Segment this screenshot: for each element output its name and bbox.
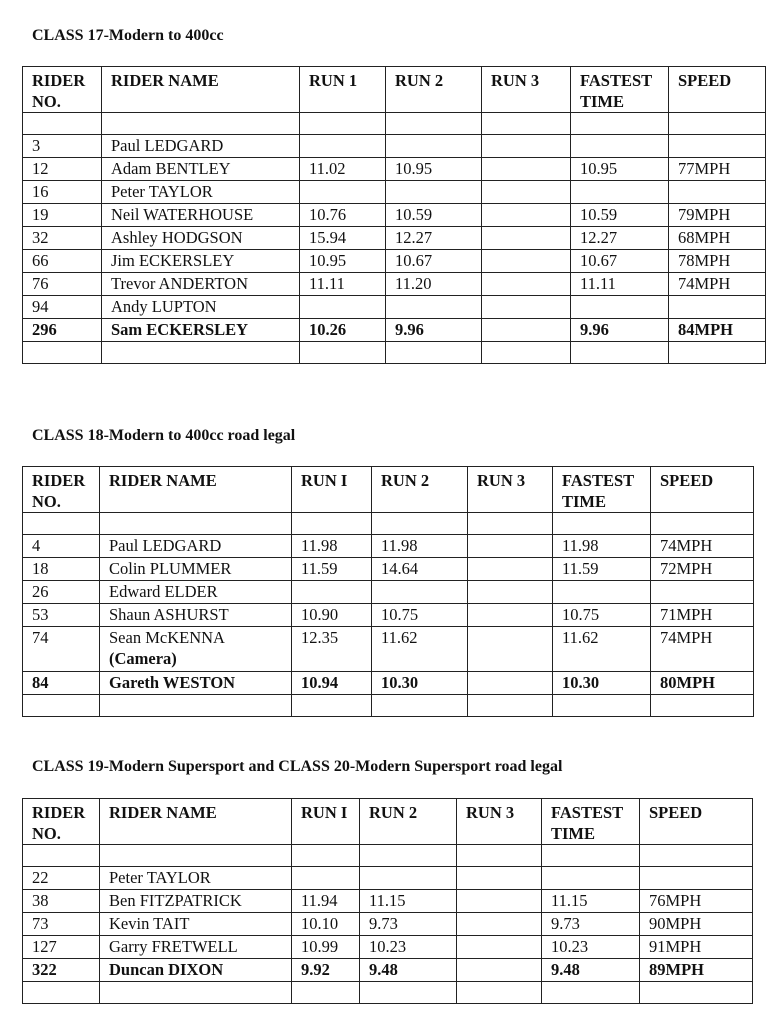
cell-run-2: 12.27 xyxy=(386,227,482,250)
blank-cell xyxy=(468,695,553,717)
rider-row xyxy=(23,867,753,890)
cell-speed: 77MPH xyxy=(669,158,766,181)
cell-rider-name: Peter TAYLOR xyxy=(100,867,292,890)
header-fastest-time: FASTEST TIME xyxy=(553,467,651,513)
cell-rider-no: 76 xyxy=(23,273,102,296)
rider-row xyxy=(23,273,766,296)
blank-cell xyxy=(571,342,669,364)
cell-fastest-time xyxy=(571,296,669,319)
cell-run-3 xyxy=(482,227,571,250)
cell-fastest-time: 10.30 xyxy=(553,672,651,695)
blank-cell xyxy=(386,113,482,135)
cell-run-3 xyxy=(482,273,571,296)
cell-run-1: 15.94 xyxy=(300,227,386,250)
blank-cell xyxy=(571,113,669,135)
rider-row xyxy=(23,181,766,204)
cell-run-2: 10.23 xyxy=(360,936,457,959)
rider-row xyxy=(23,227,766,250)
cell-rider-name: Andy LUPTON xyxy=(102,296,300,319)
header-fastest-time: FASTEST TIME xyxy=(542,799,640,845)
cell-fastest-time: 11.11 xyxy=(571,273,669,296)
cell-fastest-time: 10.23 xyxy=(542,936,640,959)
header-row xyxy=(23,67,766,113)
cell-speed xyxy=(640,867,753,890)
cell-speed: 90MPH xyxy=(640,913,753,936)
cell-run-1 xyxy=(300,181,386,204)
cell-run-3 xyxy=(482,135,571,158)
cell-run-2: 11.20 xyxy=(386,273,482,296)
cell-rider-no: 22 xyxy=(23,867,100,890)
cell-rider-no: 322 xyxy=(23,959,100,982)
rider-name-text: Sean McKENNA xyxy=(109,628,225,647)
cell-run-1 xyxy=(292,867,360,890)
cell-rider-name: Ben FITZPATRICK xyxy=(100,890,292,913)
cell-rider-name xyxy=(100,627,292,672)
cell-run-2: 10.59 xyxy=(386,204,482,227)
blank-cell xyxy=(482,342,571,364)
cell-run-1: 11.02 xyxy=(300,158,386,181)
cell-run-1: 10.76 xyxy=(300,204,386,227)
cell-run-1: 11.59 xyxy=(292,558,372,581)
class-17-table xyxy=(22,66,766,364)
blank-cell xyxy=(468,513,553,535)
blank-cell xyxy=(360,982,457,1004)
cell-rider-name: Paul LEDGARD xyxy=(100,535,292,558)
cell-run-1 xyxy=(292,581,372,604)
cell-run-1: 10.26 xyxy=(300,319,386,342)
cell-rider-name: Adam BENTLEY xyxy=(102,158,300,181)
cell-fastest-time xyxy=(571,135,669,158)
cell-speed: 76MPH xyxy=(640,890,753,913)
cell-speed: 68MPH xyxy=(669,227,766,250)
cell-fastest-time xyxy=(571,181,669,204)
cell-rider-no: 18 xyxy=(23,558,100,581)
blank-cell xyxy=(292,982,360,1004)
rider-row xyxy=(23,558,754,581)
blank-cell xyxy=(651,513,754,535)
cell-run-3 xyxy=(482,250,571,273)
cell-rider-name: Kevin TAIT xyxy=(100,913,292,936)
cell-rider-name: Gareth WESTON xyxy=(100,672,292,695)
rider-row xyxy=(23,296,766,319)
blank-cell xyxy=(102,342,300,364)
cell-rider-no: 84 xyxy=(23,672,100,695)
cell-rider-name: Shaun ASHURST xyxy=(100,604,292,627)
header-speed: SPEED xyxy=(669,67,766,113)
rider-row xyxy=(23,936,753,959)
cell-speed: 78MPH xyxy=(669,250,766,273)
cell-speed: 89MPH xyxy=(640,959,753,982)
blank-row xyxy=(23,695,754,717)
rider-row xyxy=(23,135,766,158)
rider-row xyxy=(23,959,753,982)
cell-run-1: 11.98 xyxy=(292,535,372,558)
cell-run-2: 10.95 xyxy=(386,158,482,181)
cell-fastest-time: 10.95 xyxy=(571,158,669,181)
cell-rider-no: 3 xyxy=(23,135,102,158)
blank-cell xyxy=(100,982,292,1004)
blank-cell xyxy=(23,982,100,1004)
class-17-title: CLASS 17-Modern to 400cc xyxy=(32,27,224,44)
header-speed: SPEED xyxy=(640,799,753,845)
cell-speed: 74MPH xyxy=(651,627,754,672)
header-run-1: RUN I xyxy=(292,799,360,845)
blank-cell xyxy=(457,845,542,867)
cell-rider-name: Sam ECKERSLEY xyxy=(102,319,300,342)
blank-cell xyxy=(23,513,100,535)
blank-cell xyxy=(372,695,468,717)
cell-run-1: 9.92 xyxy=(292,959,360,982)
cell-fastest-time xyxy=(553,581,651,604)
cell-run-3 xyxy=(457,890,542,913)
blank-cell xyxy=(542,845,640,867)
cell-rider-no: 296 xyxy=(23,319,102,342)
cell-speed: 74MPH xyxy=(651,535,754,558)
cell-run-2: 10.67 xyxy=(386,250,482,273)
blank-cell xyxy=(100,845,292,867)
cell-speed: 74MPH xyxy=(669,273,766,296)
blank-cell xyxy=(292,513,372,535)
cell-rider-name: Garry FRETWELL xyxy=(100,936,292,959)
cell-rider-no: 73 xyxy=(23,913,100,936)
cell-run-3 xyxy=(457,936,542,959)
blank-row xyxy=(23,982,753,1004)
cell-rider-no: 12 xyxy=(23,158,102,181)
cell-run-1: 10.95 xyxy=(300,250,386,273)
cell-rider-no: 74 xyxy=(23,627,100,672)
cell-run-3 xyxy=(468,581,553,604)
cell-speed xyxy=(669,181,766,204)
cell-run-3 xyxy=(468,672,553,695)
cell-speed xyxy=(651,581,754,604)
cell-speed: 71MPH xyxy=(651,604,754,627)
cell-fastest-time: 11.62 xyxy=(553,627,651,672)
header-speed: SPEED xyxy=(651,467,754,513)
cell-rider-no: 53 xyxy=(23,604,100,627)
blank-cell xyxy=(640,982,753,1004)
cell-run-3 xyxy=(468,604,553,627)
blank-cell xyxy=(23,113,102,135)
blank-cell xyxy=(640,845,753,867)
cell-fastest-time: 9.96 xyxy=(571,319,669,342)
header-rider-name: RIDER NAME xyxy=(100,467,292,513)
blank-cell xyxy=(292,845,360,867)
blank-cell xyxy=(372,513,468,535)
cell-fastest-time xyxy=(542,867,640,890)
cell-fastest-time: 10.75 xyxy=(553,604,651,627)
header-rider-no: RIDER NO. xyxy=(23,799,100,845)
cell-rider-name: Edward ELDER xyxy=(100,581,292,604)
rider-row xyxy=(23,627,754,672)
cell-run-3 xyxy=(482,204,571,227)
rider-row xyxy=(23,250,766,273)
cell-run-2: 9.73 xyxy=(360,913,457,936)
blank-cell xyxy=(669,342,766,364)
cell-run-2 xyxy=(360,867,457,890)
blank-cell xyxy=(23,695,100,717)
cell-run-2 xyxy=(386,181,482,204)
class-19-20-table xyxy=(22,798,753,1004)
cell-rider-no: 32 xyxy=(23,227,102,250)
cell-speed: 79MPH xyxy=(669,204,766,227)
cell-run-3 xyxy=(457,867,542,890)
cell-run-2: 10.30 xyxy=(372,672,468,695)
cell-run-3 xyxy=(468,558,553,581)
cell-run-1: 10.10 xyxy=(292,913,360,936)
cell-fastest-time: 11.59 xyxy=(553,558,651,581)
cell-speed: 84MPH xyxy=(669,319,766,342)
blank-cell xyxy=(553,695,651,717)
cell-run-2: 11.15 xyxy=(360,890,457,913)
cell-speed: 91MPH xyxy=(640,936,753,959)
cell-fastest-time: 9.73 xyxy=(542,913,640,936)
cell-run-1: 10.94 xyxy=(292,672,372,695)
cell-speed xyxy=(669,135,766,158)
cell-run-3 xyxy=(482,319,571,342)
cell-run-1 xyxy=(300,296,386,319)
cell-rider-name: Peter TAYLOR xyxy=(102,181,300,204)
header-row xyxy=(23,799,753,845)
rider-row xyxy=(23,672,754,695)
cell-rider-no: 38 xyxy=(23,890,100,913)
cell-run-2: 10.75 xyxy=(372,604,468,627)
cell-rider-name: Duncan DIXON xyxy=(100,959,292,982)
cell-run-2 xyxy=(386,135,482,158)
cell-speed xyxy=(669,296,766,319)
cell-fastest-time: 11.15 xyxy=(542,890,640,913)
cell-run-2: 9.96 xyxy=(386,319,482,342)
blank-cell xyxy=(651,695,754,717)
cell-rider-no: 127 xyxy=(23,936,100,959)
rider-row xyxy=(23,890,753,913)
cell-fastest-time: 12.27 xyxy=(571,227,669,250)
cell-fastest-time: 11.98 xyxy=(553,535,651,558)
cell-rider-name: Trevor ANDERTON xyxy=(102,273,300,296)
cell-rider-name: Ashley HODGSON xyxy=(102,227,300,250)
header-run-2: RUN 2 xyxy=(372,467,468,513)
cell-rider-no: 16 xyxy=(23,181,102,204)
cell-speed: 80MPH xyxy=(651,672,754,695)
cell-run-3 xyxy=(457,913,542,936)
header-rider-no: RIDER NO. xyxy=(23,67,102,113)
cell-rider-no: 19 xyxy=(23,204,102,227)
header-rider-no: RIDER NO. xyxy=(23,467,100,513)
cell-run-1 xyxy=(300,135,386,158)
cell-fastest-time: 10.67 xyxy=(571,250,669,273)
cell-run-3 xyxy=(482,296,571,319)
rider-row xyxy=(23,604,754,627)
blank-cell xyxy=(360,845,457,867)
cell-run-1: 10.90 xyxy=(292,604,372,627)
rider-row xyxy=(23,535,754,558)
rider-row xyxy=(23,158,766,181)
cell-run-1: 11.11 xyxy=(300,273,386,296)
cell-run-2: 9.48 xyxy=(360,959,457,982)
blank-cell xyxy=(386,342,482,364)
blank-cell xyxy=(553,513,651,535)
header-rider-name: RIDER NAME xyxy=(102,67,300,113)
blank-cell xyxy=(300,342,386,364)
header-run-3: RUN 3 xyxy=(457,799,542,845)
cell-run-3 xyxy=(457,959,542,982)
cell-run-2 xyxy=(372,581,468,604)
cell-run-1: 11.94 xyxy=(292,890,360,913)
rider-row xyxy=(23,581,754,604)
header-fastest-time: FASTEST TIME xyxy=(571,67,669,113)
cell-run-2 xyxy=(386,296,482,319)
cell-speed: 72MPH xyxy=(651,558,754,581)
blank-cell xyxy=(100,695,292,717)
blank-cell xyxy=(669,113,766,135)
header-run-1: RUN I xyxy=(292,467,372,513)
rider-row xyxy=(23,913,753,936)
cell-run-3 xyxy=(482,158,571,181)
blank-cell xyxy=(102,113,300,135)
header-run-3: RUN 3 xyxy=(468,467,553,513)
blank-cell xyxy=(100,513,292,535)
blank-cell xyxy=(482,113,571,135)
cell-fastest-time: 9.48 xyxy=(542,959,640,982)
cell-rider-no: 4 xyxy=(23,535,100,558)
cell-rider-name: Jim ECKERSLEY xyxy=(102,250,300,273)
cell-rider-no: 66 xyxy=(23,250,102,273)
blank-row xyxy=(23,113,766,135)
cell-rider-name: Paul LEDGARD xyxy=(102,135,300,158)
cell-run-2: 11.98 xyxy=(372,535,468,558)
cell-run-1: 12.35 xyxy=(292,627,372,672)
blank-cell xyxy=(23,342,102,364)
cell-run-2: 11.62 xyxy=(372,627,468,672)
rider-note: (Camera) xyxy=(109,649,177,668)
blank-cell xyxy=(292,695,372,717)
class-18-title: CLASS 18-Modern to 400cc road legal xyxy=(32,427,296,444)
header-row xyxy=(23,467,754,513)
cell-rider-no: 94 xyxy=(23,296,102,319)
blank-cell xyxy=(542,982,640,1004)
header-rider-name: RIDER NAME xyxy=(100,799,292,845)
rider-row xyxy=(23,319,766,342)
cell-fastest-time: 10.59 xyxy=(571,204,669,227)
cell-rider-no: 26 xyxy=(23,581,100,604)
class-19-20-title: CLASS 19-Modern Supersport and CLASS 20-Modern Supersport road legal xyxy=(32,758,563,775)
cell-rider-name: Neil WATERHOUSE xyxy=(102,204,300,227)
blank-row xyxy=(23,845,753,867)
class-18-table xyxy=(22,466,754,717)
header-run-1: RUN 1 xyxy=(300,67,386,113)
header-run-2: RUN 2 xyxy=(360,799,457,845)
cell-run-3 xyxy=(468,627,553,672)
blank-cell xyxy=(23,845,100,867)
blank-row xyxy=(23,342,766,364)
cell-run-3 xyxy=(482,181,571,204)
header-run-3: RUN 3 xyxy=(482,67,571,113)
header-run-2: RUN 2 xyxy=(386,67,482,113)
blank-cell xyxy=(457,982,542,1004)
blank-row xyxy=(23,513,754,535)
cell-run-3 xyxy=(468,535,553,558)
cell-run-1: 10.99 xyxy=(292,936,360,959)
cell-run-2: 14.64 xyxy=(372,558,468,581)
cell-rider-name: Colin PLUMMER xyxy=(100,558,292,581)
blank-cell xyxy=(300,113,386,135)
rider-row xyxy=(23,204,766,227)
